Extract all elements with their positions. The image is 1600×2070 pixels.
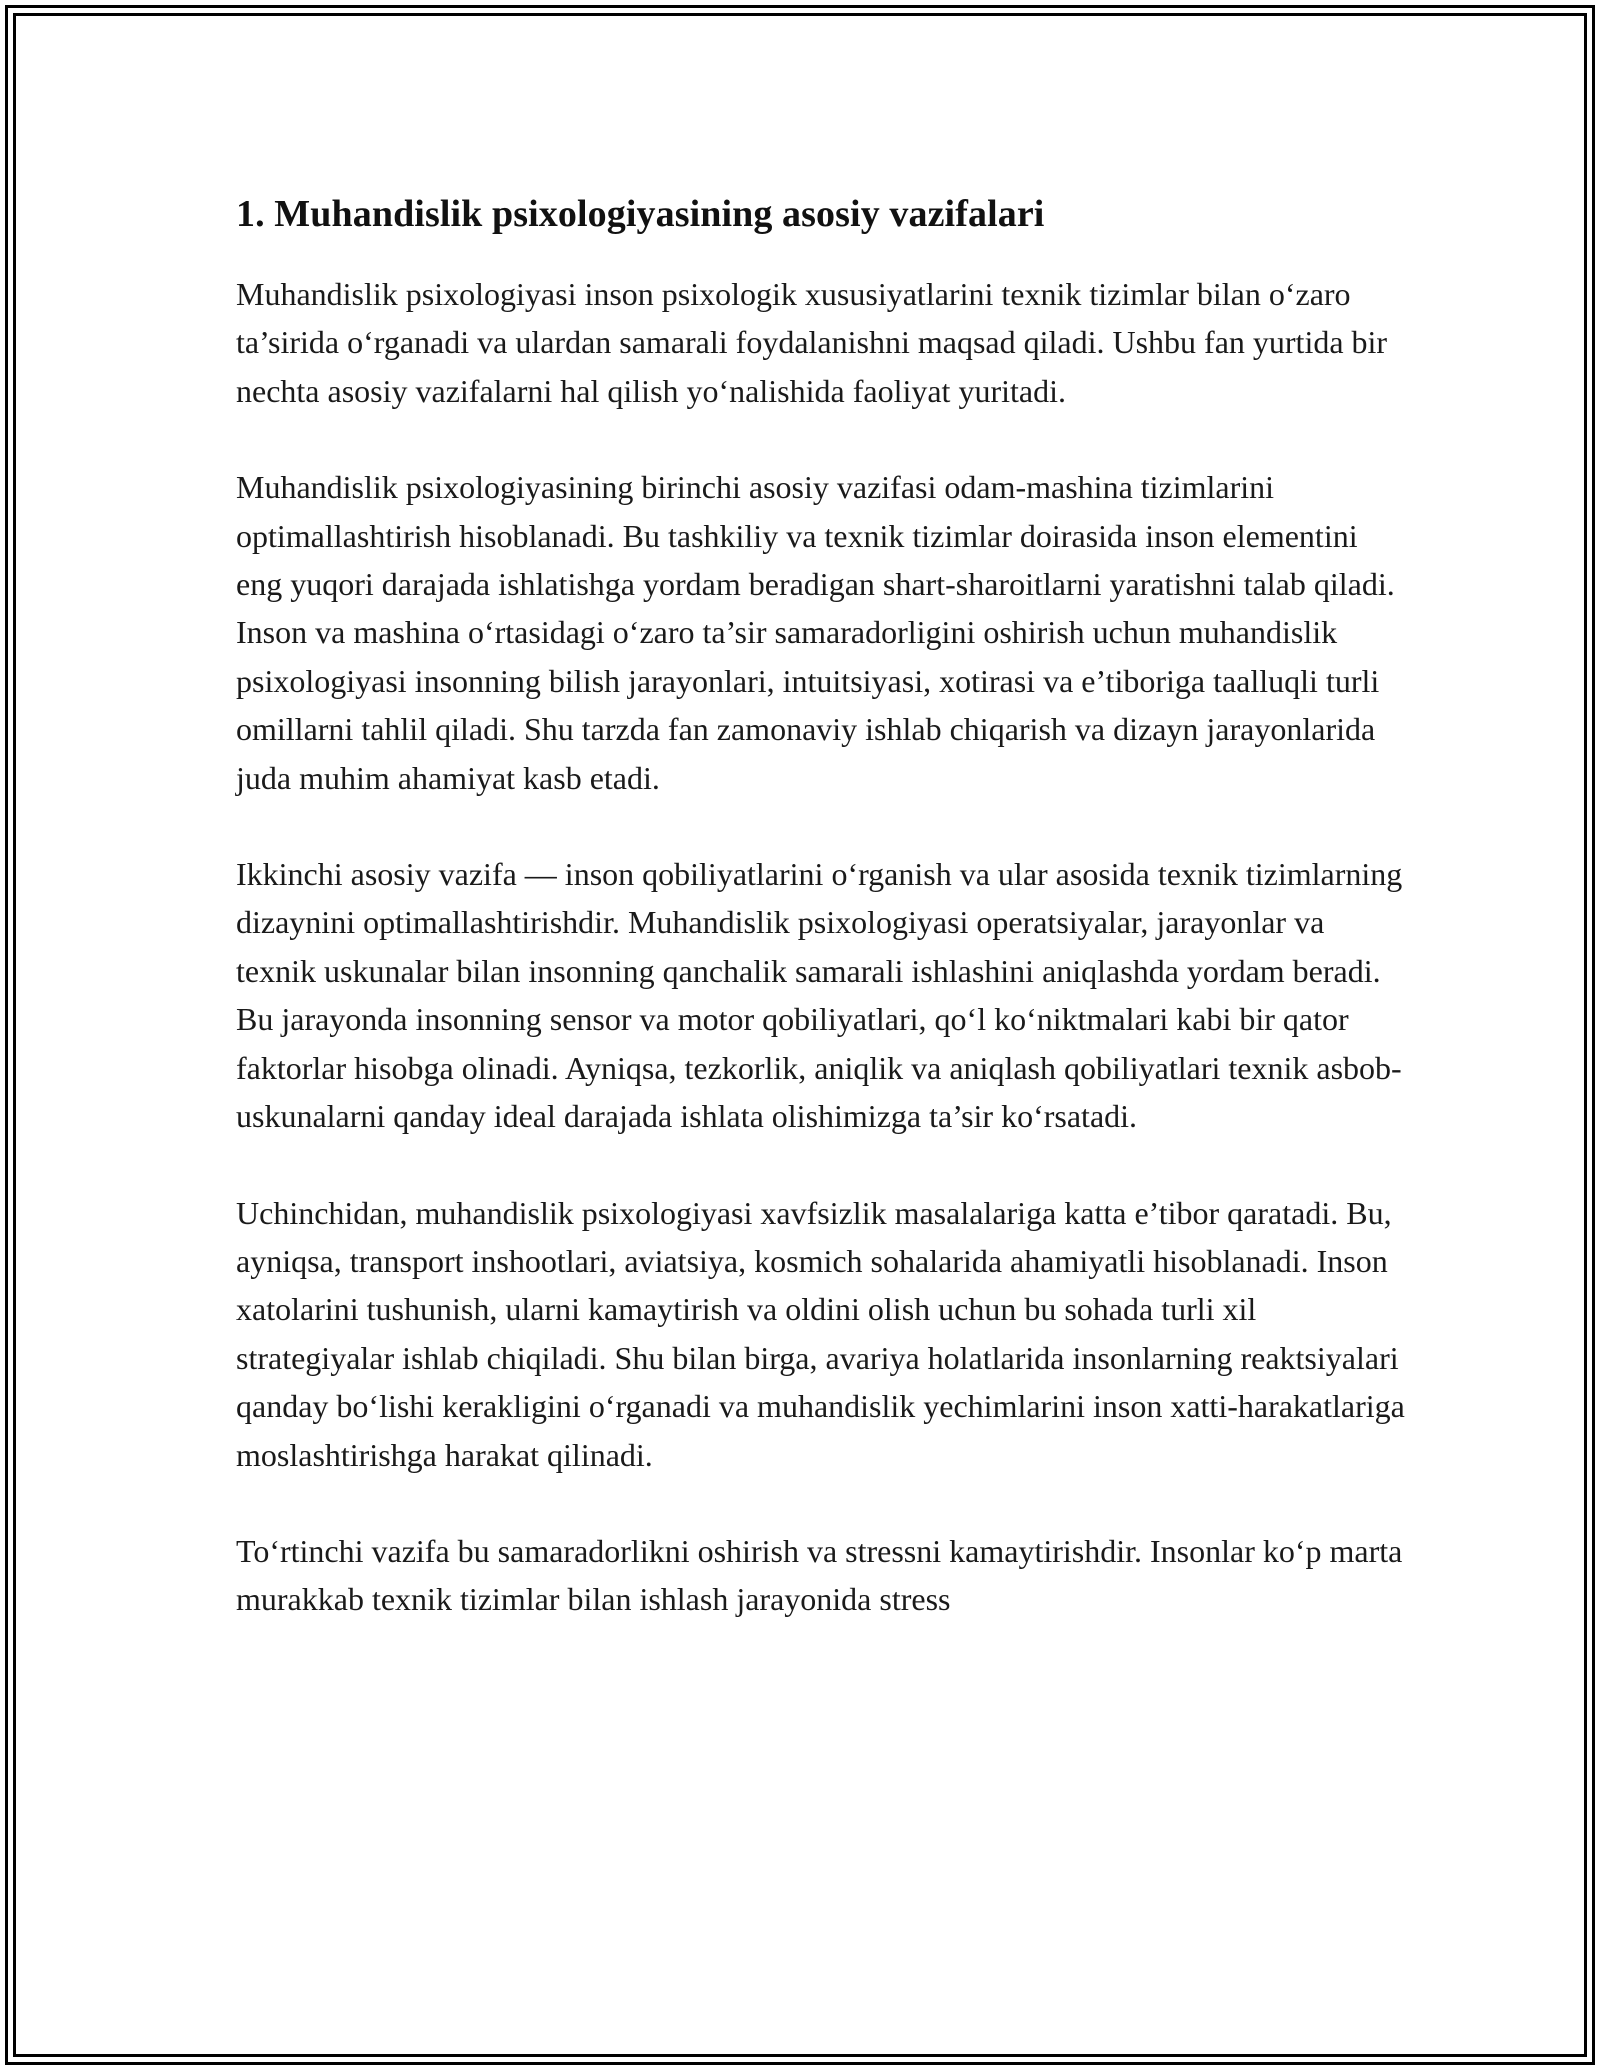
paragraph-first-task: Muhandislik psixologiyasining birinchi asosiy vazifasi odam-mashina tizimlarini optimallashtirish hisoblanadi. Bu tashkiliy va texnik tizimlar doirasida inson elementini eng yuqori darajada ishlatishga yordam beradigan shart-sharoitlarni yaratishni talab qiladi. Inson va mashina o‘rtasidagi o‘zaro ta’sir samaradorligini oshirish uchun muhandislik psixologiyasi insonning bilish jarayonlari, intuitsiyasi, xotirasi va e’tiboriga taalluqli turli omillarni tahlil qiladi. Shu tarzda fan zamonaviy ishlab chiqarish va dizayn jarayonlarida juda muhim ahamiyat kasb etadi. (236, 469, 1395, 796)
paragraph-intro: Muhandislik psixologiyasi inson psixologik xususiyatlarini texnik tizimlar bilan o‘zaro ta’sirida o‘rganadi va ulardan samarali foydalanishni maqsad qiladi. Ushbu fan yurtida bir nechta asosiy vazifalarni hal qilish yo‘nalishida faoliyat yuritadi. (236, 276, 1388, 409)
section-heading: 1. Muhandislik psixologiyasining asosiy vazifalari (236, 193, 1045, 235)
document-body (236, 188, 1406, 1672)
paragraph-third-task: Uchinchidan, muhandislik psixologiyasi xavfsizlik masalalariga katta e’tibor qaratadi. Bu, ayniqsa, transport inshootlari, aviatsiya, kosmich sohalarida ahamiyatli hisoblanadi. Inson xatolarini tushunish, ularni kamaytirish va oldini olish uchun bu sohada turli xil strategiyalar ishlab chiqiladi. Shu bilan birga, avariya holatlarida insonlarning reaktsiyalari qanday bo‘lishi kerakligini o‘rganadi va muhandislik yechimlarini inson xatti-harakatlariga moslashtirishga harakat qilinadi. (236, 1194, 1405, 1473)
paragraph-fourth-task: To‘rtinchi vazifa bu samaradorlikni oshirish va stressni kamaytirishdir. Insonlar ko‘p marta murakkab texnik tizimlar bilan ishlash jarayonida stress (236, 1532, 1403, 1618)
paragraph-second-task: Ikkinchi asosiy vazifa — inson qobiliyatlarini o‘rganish va ular asosida texnik tizimlarning dizaynini optimallashtirishdir. Muhandislik psixologiyasi operatsiyalar, jarayonlar va texnik uskunalar bilan insonning qanchalik samarali ishlashini aniqlashda yordam beradi. Bu jarayonda insonning sensor va motor qobiliyatlari, qo‘l ko‘niktmalari kabi bir qator faktorlar hisobga olinadi. Ayniqsa, tezkorlik, aniqlik va aniqlash qobiliyatlari texnik asbob-uskunalarni qanday ideal darajada ishlata olishimizga ta’sir ko‘rsatadi. (236, 856, 1403, 1135)
